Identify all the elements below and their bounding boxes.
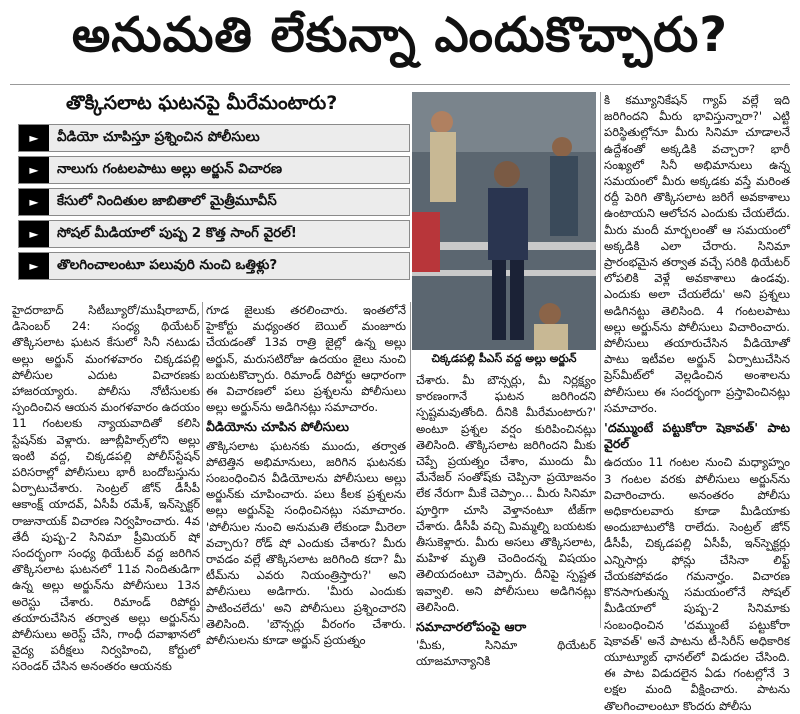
highlight-item [18, 124, 410, 152]
highlight-item [18, 188, 410, 216]
photo-caption: చిక్కడపల్లి పీఎస్ వద్ద అల్లు అర్జున్ [431, 352, 577, 365]
arrow-icon: ► [19, 125, 49, 151]
headline-divider [10, 84, 790, 85]
article-paragraph: 'మీకు, సినిమా థియేటర్ యాజమాన్యానికి [416, 638, 596, 669]
arrow-icon: ► [19, 157, 49, 183]
section-heading: 'దమ్ముంటే పట్టుకోరా షెకావత్' పాట వైరల్ [604, 420, 790, 452]
section-heading: సమాచారలోపంపై ఆరా [416, 619, 527, 635]
article-paragraph: చేశారు. మీ బౌన్సర్లు, మీ నిర్లక్ష్యం కారణంగానే ఘటన జరిగిందని స్పష్టమవుతోంది. దీనికి మీరేమంటారు?' అంటూ ప్రశ్నల వర్షం కురిపించినట్లు తెలిసింది. తొక్కిసలాట జరిగిందని మీకు చెప్పే ప్రయత్నం చేశాం, ముందు మీ మేనేజర్ సంతోష్‌కు చెప్పినా ప్రయోజనం లేక నేరుగా మీకే చెప్పాం... మీరు సినిమా పూర్తిగా చూసి వెళ్తానంటూ టీజ్‌గా చేశారు. డీసీపీ వచ్చి మిమ్మల్ని బయటకు తీసుకెళ్లారు. మీరు అసలు తొక్కిసలాట, మహిళ మృతి చెందిందన్న విషయం తెలియదంటూ చెప్పారు. దీనిపై స్పష్టత ఇవ్వాలి. అని పోలీసులు అడిగినట్లు తెలిసింది. [416, 373, 596, 614]
highlights-list [18, 124, 410, 284]
highlight-item [18, 252, 410, 280]
article-paragraph: గూడ జైలుకు తరలించారు. ఇంతలోనే హైకోర్టు మధ్యంతర బెయిల్ మంజూరు చేయడంతో 13వ రాత్రి జైల్లో ఉన్న అల్లు అర్జున్, మరుసటిరోజు ఉదయం జైలు నుంచి బయటకొచ్చారు. రిమాండ్ రిపోర్టు ఆధారంగా ఈ విచారణలో పలు ప్రశ్నలను పోలీసులు అల్లు అర్జున్‌ను అడిగినట్లు సమాచారం. [206, 303, 406, 415]
arrow-icon: ► [19, 253, 49, 279]
photo-illustration [412, 92, 596, 350]
highlight-item [18, 220, 410, 248]
highlight-text: సోషల్ మీడియాలో పుష్ప 2 కొత్త సాంగ్ వైరల్! [57, 224, 297, 241]
article-paragraph: కి కమ్యూనికేషన్ గ్యాప్ వల్లే ఇది జరిగిందని మీరు భావిస్తున్నారా?' ఎట్టి పరిస్థితుల్లోనూ మీరు సినిమా చూడాలనే ఉద్దేశంతో అక్కడికి వచ్చారా? భారీ సంఖ్యలో సినీ అభిమానులు ఉన్న సమయంలో మీరు అక్కడకు వస్తే మరింత రద్దీ పెరిగి తొక్కిసలాట జరిగే అవకాశాలు ఉంటాయని ఆలోచన ఎందుకు చేయలేదు. మీరు మందీ మార్బలంతో ఆ సమయంలో అక్కడికి ఎలా చేరారు. సినిమా ప్రారంభమైన తర్వాత వచ్చే సరికి థియేటర్ లోపలికి వెళ్లే అవకాశాలు ఉండవు. ఎందుకు అలా చేయలేదు' అని ప్రశ్నలు అడిగినట్టు తెలిసింది. 4 గంటలపాటు అల్లు అర్జున్‌ను పోలీసులు విచారించారు. పోలీసులు తయారుచేసిన వీడియోతో పాటు ఇటీవల అర్జున్ ఏర్పాటుచేసిన ప్రెస్‌మీట్‌లో వెల్లడించిన అంశాలను పోలీసులు ఈ సందర్భంగా ప్రస్తావించినట్లు సమాచారం. [604, 93, 790, 415]
section-heading: వీడియోను చూపిన పోలీసులు [206, 419, 349, 435]
article-column-3 [416, 372, 596, 669]
arrow-icon: ► [19, 189, 49, 215]
highlight-text: వీడియో చూపిస్తూ ప్రశ్నించిన పోలీసులు [57, 128, 260, 145]
article-paragraph: తొక్కిసలాట ఘటనకు ముందు, తర్వాత పోటెత్తిన అభిమానులు, జరిగిన ఘటనకు సంబంధించిన వీడియోలను పోలీసులు అల్లు అర్జున్‌కు చూపించారు. పలు కీలక ప్రశ్నలను అల్లు అర్జున్‌పై సంధించినట్లు సమాచారం. 'పోలీసుల నుంచి అనుమతి లేకుండా మీరెలా వచ్చారు? రోడ్ షో ఎందుకు చేశారు? మీరు రావడం వల్లే తొక్కిసలాట జరిగింది కదా? మీ టీమ్‌ను ఎవరు నియంత్రిస్తారు?' అని పోలీసులు అడిగారు. 'మీరు ఎందుకు పాటించలేదు' అని పోలీసులు ప్రశ్నించారని తెలిసింది. 'బౌన్సర్లు వీరంగం చేశారు. పోలీసులను కూడా అర్జున్ ప్రయత్నం [206, 438, 406, 648]
highlight-item [18, 156, 410, 184]
article-column-1 [12, 302, 200, 674]
article-paragraph: ఉదయం 11 గంటల నుంచి మధ్యాహ్నం 3 గంటల వరకు పోలీసులు అర్జున్‌ను విచారించారు. అనంతరం పోలీసు అధికారులవారు కూడా మీడియాకు అందుబాటులోకి రాలేదు. సెంట్రల్ జోన్ డీసీపీ, చిక్కడపల్లి ఏసీపీ, ఇన్‌స్పెక్టర్లు ఎన్నిసార్లు ఫోన్లు చేసినా లిఫ్ట్ చేయకపోవడం గమనార్హం. విచారణ కొనసాగుతున్న సమయంలోనే సోషల్ మీడియాలో పుష్ప-2 సినిమాకు సంబంధించిన 'దమ్ముంటే పట్టుకోరా షెకావత్' అనే పాటను టీ-సిరీస్ అధికారిక యూట్యూబ్ ఛానల్‌లో విడుదల చేసింది. ఈ పాట విడుదలైన ఏడు గంటల్లోనే 3 లక్షల మంది వీక్షించారు. పాటను తొలగించాలంటూ కొందరు పోలీసు [604, 455, 790, 713]
subheadline: తొక్కిసలాట ఘటనపై మీరేమంటారు? [66, 92, 338, 114]
column-divider [202, 302, 203, 628]
headline: అనుమతి లేకున్నా ఎందుకొచ్చారు? [71, 7, 729, 63]
article-column-2 [206, 302, 406, 648]
highlight-text: నాలుగు గంటలపాటు అల్లు అర్జున్ విచారణ [57, 160, 282, 177]
column-divider [410, 302, 411, 628]
arrow-icon: ► [19, 221, 49, 247]
highlight-text: తొలగించాలంటూ పలువురి నుంచి ఒత్తిళ్లు? [57, 256, 278, 273]
column-divider [600, 92, 601, 628]
highlight-text: కేసులో నిందితుల జాబితాలో మైత్రీమూవీస్ [57, 192, 277, 209]
article-paragraph: హైదరాబాద్ సిటీబ్యూరో/ముషీరాబాద్, డిసెంబర్ 24: సంధ్య థియేటర్ తొక్కిసలాట ఘటన కేసులో సినీ నటుడు అల్లు అర్జున్ మంగళవారం చిక్కడపల్లి పోలీసుల ఎదుట విచారణకు హాజరయ్యారు. పోలీసు నోటీసులకు స్పందించిన ఆయన మంగళవారం ఉదయం 11 గంటలకు న్యాయవాదితో కలిసి స్టేషన్‌కు వెళ్లారు. జూబ్లీహిల్స్‌లోని అల్లు ఇంటి వద్ద, చిక్కడపల్లి పోలీస్‌స్టేషన్ పరిసరాల్లో పోలీసులు భారీ బందోబస్తును ఏర్పాటుచేశారు. సెంట్రల్ జోన్ డీసీపీ ఆకాంక్ష్ యాదవ్, ఏసీపీ రమేశ్, ఇన్‌స్పెక్టర్ రాజునాయక్ విచారణ నిర్వహించారు. 4వ తేదీ పుష్ప-2 సినిమా ప్రీమియర్ షో సందర్భంగా సంధ్య థియేటర్ వద్ద జరిగిన తొక్కిసలాట ఘటనలో 11వ నిందితుడిగా ఉన్న అల్లు అర్జున్‌ను పోలీసులు 13న అరెస్టు చేశారు. రిమాండ్ రిపోర్టు తయారుచేసిన తర్వాత అల్లు అర్జున్‌ను పోలీసులు అరెస్ట్ చేసి, గాంధీ దవాఖానలో వైద్య పరీక్షలు నిర్వహించి, కోర్టులో సరెండర్ చేసిన అనంతరం ఆయనకు [12, 303, 200, 674]
article-column-4 [604, 92, 790, 713]
news-photo [412, 92, 596, 350]
